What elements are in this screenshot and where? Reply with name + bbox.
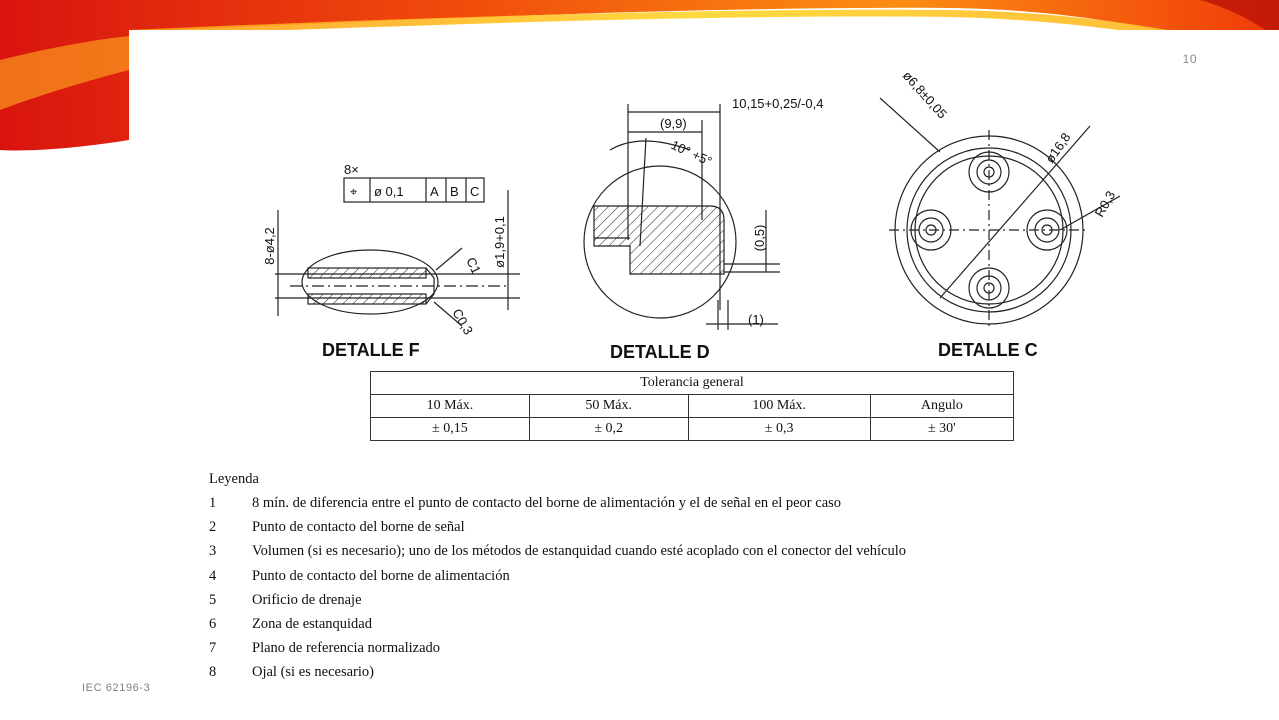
dim-overall: 10,15+0,25/-0,4 [732, 96, 824, 111]
fcf-count: 8× [344, 162, 359, 177]
legend-text: Punto de contacto del borne de alimentación [252, 567, 510, 584]
table-header: 100 Máx. [688, 395, 870, 418]
legend-number: 1 [209, 495, 217, 511]
legend-text: Zona de estanquidad [252, 615, 372, 632]
list-item [209, 636, 1029, 660]
legend-number: 8 [209, 664, 217, 681]
dim-pin-dia: ø6,8±0,05 [899, 67, 951, 122]
fcf-datum-b: B [450, 184, 459, 199]
legend-number: 3 [209, 543, 217, 560]
detail-c-label: DETALLE C [938, 340, 1038, 360]
legend-text: Volumen (si es necesario); uno de los métodos de estanquidad cuando esté acoplado con el conector del vehículo [252, 543, 907, 560]
legend-number: 6 [209, 615, 217, 632]
list-item [209, 515, 1029, 539]
table-row [371, 418, 1014, 441]
detail-d-label: DETALLE D [610, 342, 710, 362]
table-cell: ± 0,3 [688, 418, 870, 441]
dim-chamfer-2: C0,3 [449, 306, 477, 338]
dim-width: (9,9) [660, 116, 687, 131]
footer-source: IEC 62196-3 [82, 682, 151, 694]
table-header: 10 Máx. [371, 395, 530, 418]
dim-outer-dia: ø16,8 [1042, 129, 1074, 166]
dim-offset: (0,5) [752, 224, 767, 252]
fcf-datum-a: A [430, 184, 439, 199]
legend-title: Leyenda [209, 471, 259, 487]
legend-text: 8 mín. de diferencia entre el punto de contacto del borne de alimentación y el de señal en el peor caso [252, 495, 842, 511]
dim-diameter: ø1,9+0,1 [492, 216, 507, 268]
fcf-datum-c: C [470, 184, 480, 199]
list-item [209, 588, 1029, 612]
table-title: Tolerancia general [371, 372, 1014, 395]
fcf-symbol: ⌖ [350, 184, 358, 199]
list-item [209, 612, 1029, 636]
legend-number: 7 [209, 640, 217, 657]
detail-c-drawing [880, 98, 1120, 330]
table-cell: ± 0,2 [529, 418, 688, 441]
detail-d-drawing [584, 104, 780, 330]
legend-text: Punto de contacto del borne de señal [252, 519, 465, 536]
legend-text: Ojal (si es necesario) [252, 664, 374, 681]
tolerance-table [370, 371, 1014, 441]
list-item [209, 491, 1029, 515]
dim-gap: (1) [748, 312, 764, 327]
legend-text: Orificio de drenaje [252, 591, 362, 608]
table-header: Angulo [870, 395, 1013, 418]
dim-angle: 10° +5° [668, 137, 715, 170]
table-cell: ± 30' [870, 418, 1013, 441]
fcf-zone: ø 0,1 [374, 184, 404, 199]
slide-number: 10 [1182, 52, 1197, 66]
list-item [209, 564, 1029, 588]
detail-f-label: DETALLE F [322, 340, 420, 360]
table-header: 50 Máx. [529, 395, 688, 418]
legend-number: 4 [209, 567, 217, 584]
legend-number: 2 [209, 519, 217, 536]
legend-number: 5 [209, 591, 217, 608]
list-item [209, 660, 1029, 684]
table-title-row [371, 372, 1014, 395]
legend-text: Plano de referencia normalizado [252, 640, 441, 657]
dim-hole: 8-ø4,2 [262, 227, 277, 265]
technical-drawing [240, 60, 1120, 370]
table-cell: ± 0,15 [371, 418, 530, 441]
detail-f-drawing [275, 178, 520, 326]
dim-chamfer-1: C1 [463, 254, 484, 277]
list-item [209, 539, 1029, 563]
legend [209, 467, 1029, 685]
dim-radius: R0,3 [1091, 188, 1119, 220]
table-header-row [371, 395, 1014, 418]
